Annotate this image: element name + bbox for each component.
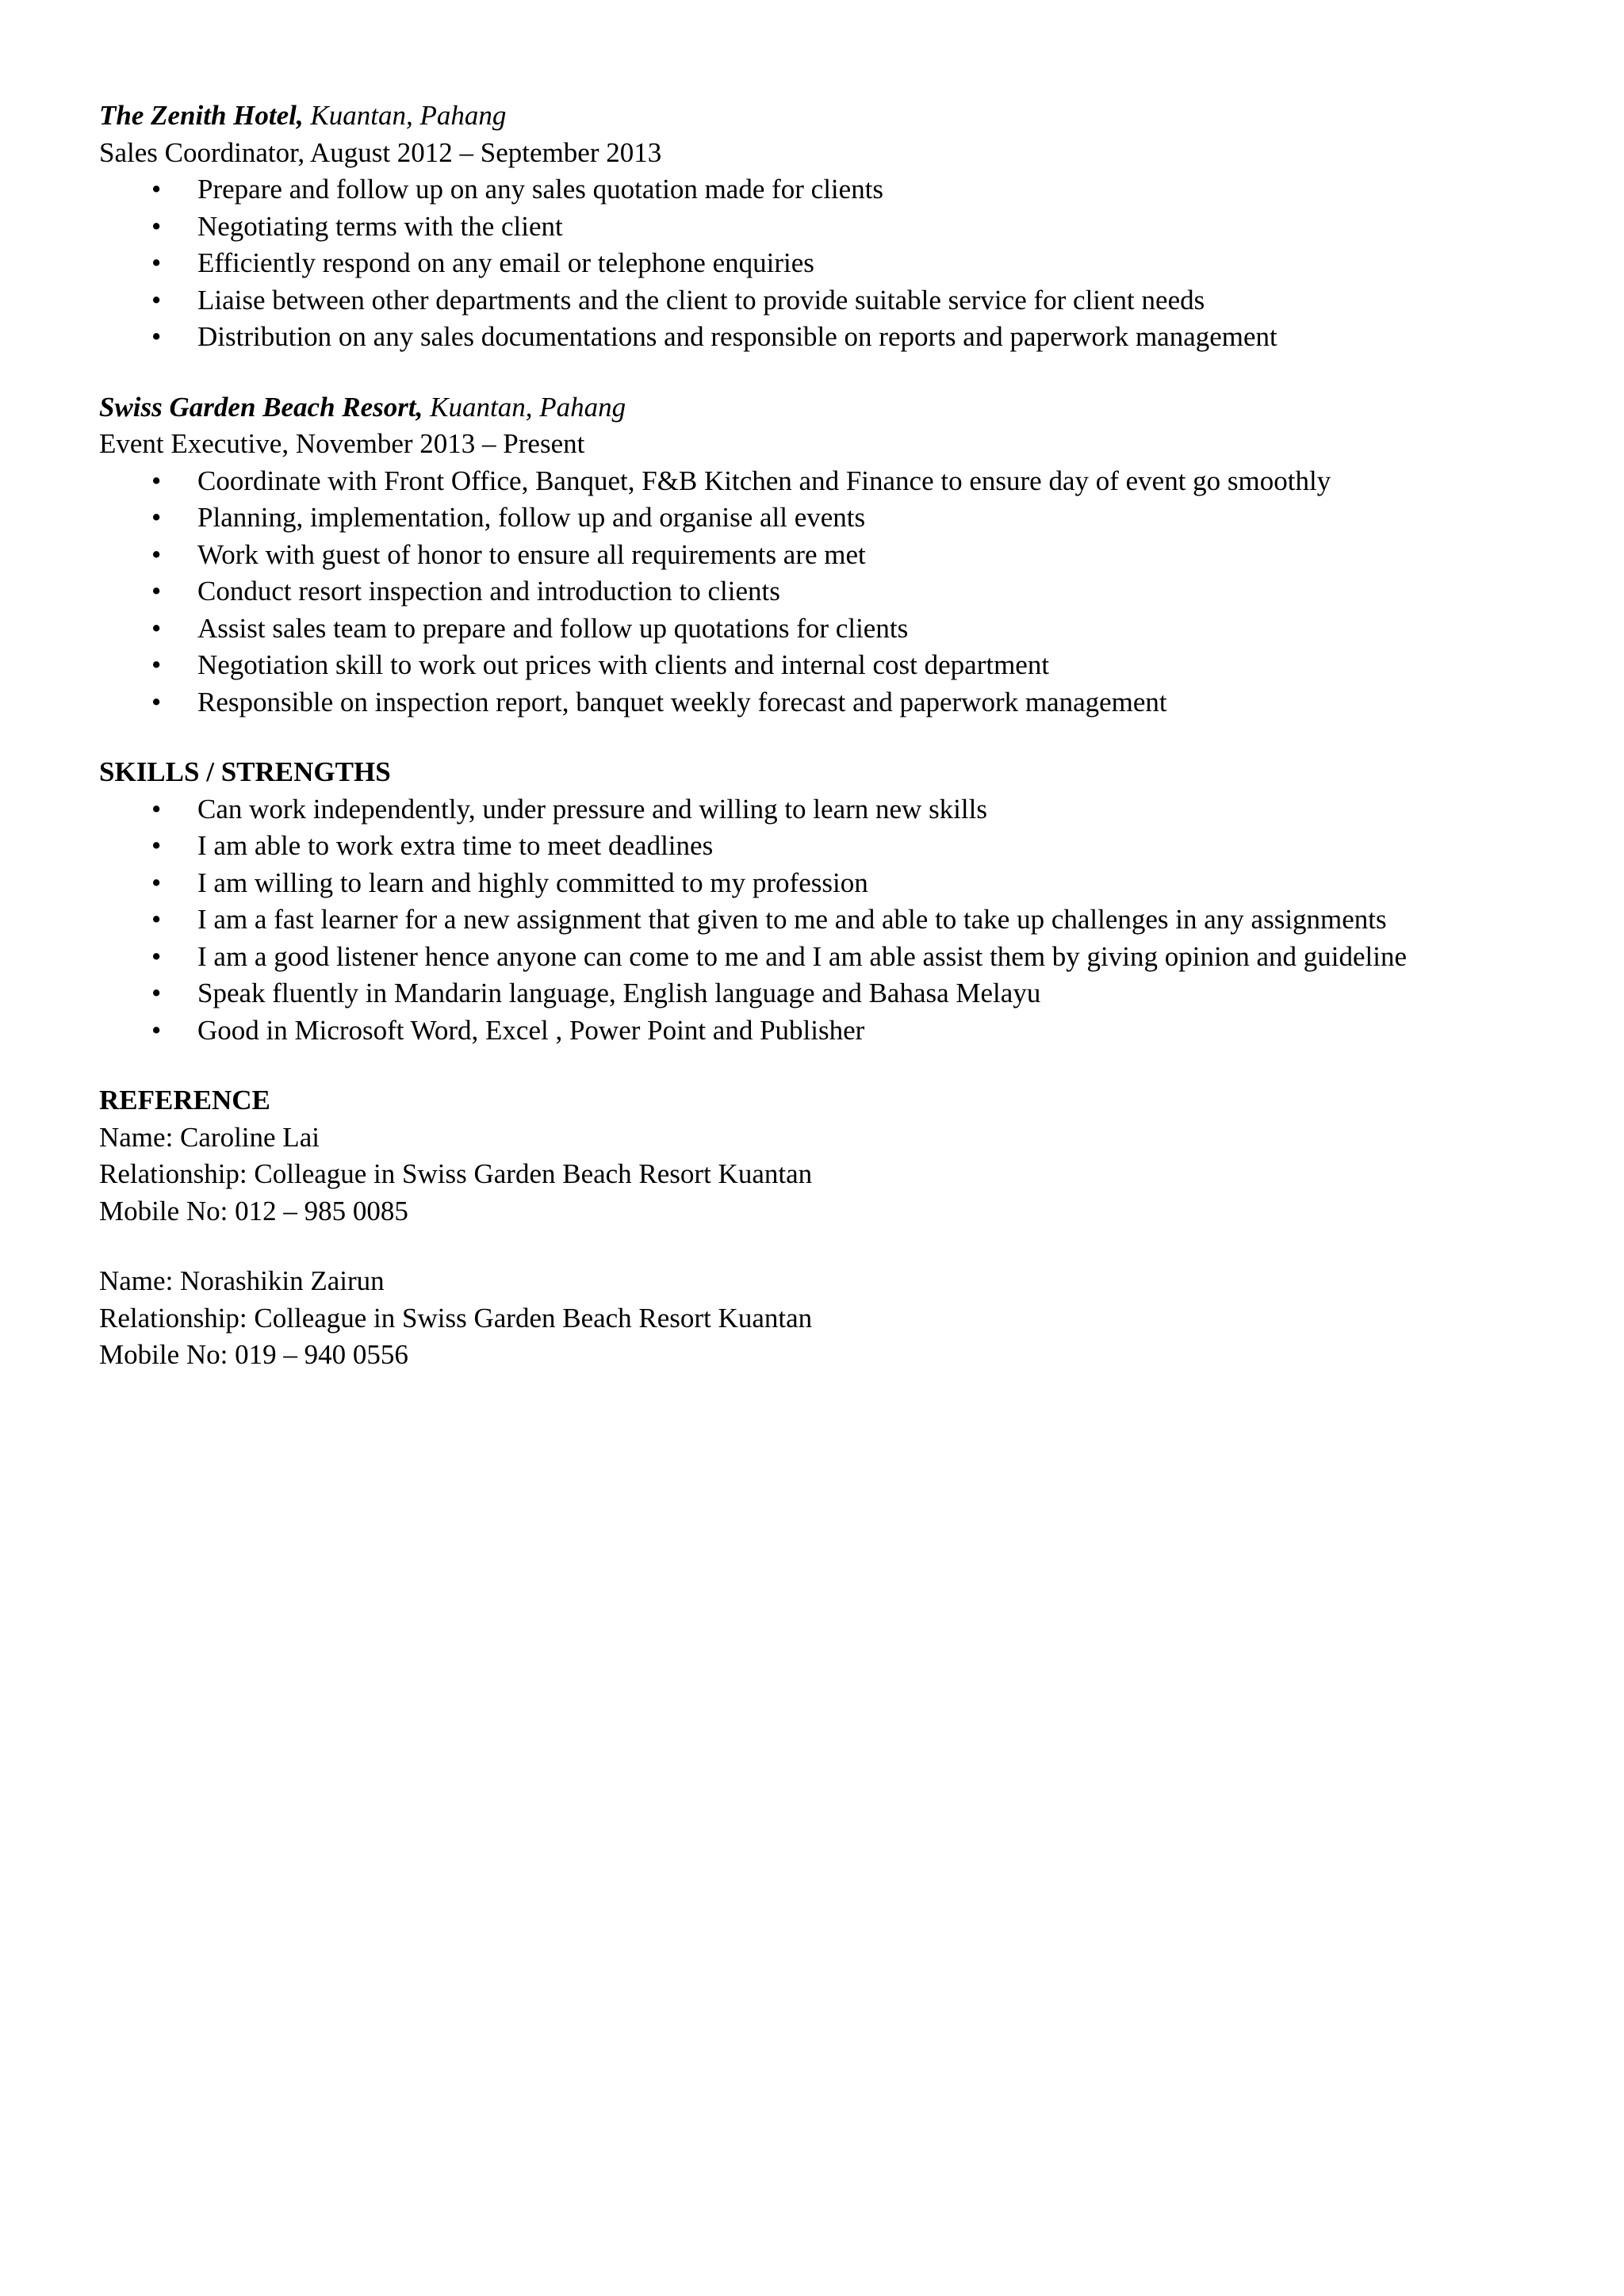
job-duties-list [99, 171, 1574, 356]
bullet-icon: • [151, 538, 162, 570]
skills-section [99, 754, 1574, 1049]
bullet-icon: • [151, 830, 162, 861]
list-item [99, 975, 1574, 1012]
duty-text: Coordinate with Front Office, Banquet, F&B Kitchen and Finance to ensure day of event go smoothly [197, 465, 1331, 496]
job-entry-swiss-garden [99, 389, 1574, 721]
list-item [99, 828, 1574, 865]
list-item [99, 1012, 1574, 1050]
bullet-icon: • [151, 904, 162, 935]
duty-text: Prepare and follow up on any sales quotation made for clients [197, 174, 884, 205]
skill-text: Speak fluently in Mandarin language, English language and Bahasa Melayu [197, 978, 1041, 1008]
bullet-icon: • [151, 649, 162, 680]
bullet-icon: • [151, 793, 162, 825]
list-item [99, 282, 1574, 320]
bullet-icon: • [151, 1014, 162, 1046]
employer-location: Kuantan, Pahang [310, 100, 507, 131]
duty-text: Work with guest of honor to ensure all requirements are met [197, 538, 866, 570]
skill-text: I am a good listener hence anyone can come to me and I am able assist them by giving opinion and guideline [197, 940, 1407, 972]
bullet-icon: • [151, 686, 162, 718]
bullet-icon: • [151, 321, 162, 352]
reference-section [99, 1082, 1574, 1374]
skill-text: I am a fast learner for a new assignment that given to me and able to take up challenges in any assignments [197, 904, 1387, 935]
reference-relationship: Relationship: Colleague in Swiss Garden Beach Resort Kuantan [99, 1302, 813, 1334]
reference-relationship: Relationship: Colleague in Swiss Garden Beach Resort Kuantan [99, 1158, 813, 1189]
duty-text: Planning, implementation, follow up and organise all events [197, 502, 866, 533]
duty-text: Responsible on inspection report, banquet weekly forecast and paperwork management [197, 686, 1167, 718]
bullet-icon: • [151, 284, 162, 316]
bullet-icon: • [151, 978, 162, 1008]
bullet-icon: • [151, 247, 162, 278]
reference-heading: REFERENCE [99, 1085, 270, 1115]
employer-name: Swiss Garden Beach Resort, [99, 391, 423, 423]
skill-text: I am able to work extra time to meet deadlines [197, 830, 714, 861]
list-item [99, 939, 1574, 976]
section-spacer [99, 1049, 1574, 1082]
job-duties-list [99, 463, 1574, 721]
reference-mobile: Mobile No: 019 – 940 0556 [99, 1339, 408, 1370]
list-item [99, 791, 1574, 828]
reference-entry [99, 1263, 1574, 1374]
duty-text: Negotiating terms with the client [197, 210, 563, 242]
list-item [99, 209, 1574, 246]
duty-text: Assist sales team to prepare and follow up quotations for clients [197, 612, 909, 644]
employer-name: The Zenith Hotel, [99, 100, 304, 131]
bullet-icon: • [151, 867, 162, 898]
section-spacer [99, 721, 1574, 754]
reference-name: Name: Caroline Lai [99, 1121, 320, 1153]
list-item [99, 499, 1574, 537]
employer-location: Kuantan, Pahang [430, 391, 626, 423]
section-spacer [99, 356, 1574, 389]
reference-name: Name: Norashikin Zairun [99, 1265, 385, 1296]
job-header [99, 98, 1574, 135]
list-item [99, 647, 1574, 684]
bullet-icon: • [151, 210, 162, 242]
skills-list [99, 791, 1574, 1050]
job-header [99, 389, 1574, 427]
list-item [99, 245, 1574, 282]
duty-text: Efficiently respond on any email or telephone enquiries [197, 247, 814, 278]
bullet-icon: • [151, 174, 162, 205]
skill-text: Good in Microsoft Word, Excel , Power Point and Publisher [197, 1014, 865, 1046]
list-item [99, 901, 1574, 939]
bullet-icon: • [151, 576, 162, 607]
skill-text: Can work independently, under pressure and willing to learn new skills [197, 793, 987, 825]
reference-entry [99, 1119, 1574, 1230]
list-item [99, 865, 1574, 902]
duty-text: Conduct resort inspection and introduction to clients [197, 576, 780, 607]
list-item [99, 171, 1574, 209]
job-position: Event Executive, November 2013 – Present [99, 428, 585, 459]
list-item [99, 684, 1574, 721]
duty-text: Distribution on any sales documentations and responsible on reports and paperwork management [197, 321, 1277, 352]
bullet-icon: • [151, 940, 162, 972]
bullet-icon: • [151, 612, 162, 644]
bullet-icon: • [151, 502, 162, 533]
bullet-icon: • [151, 465, 162, 496]
job-entry-zenith [99, 98, 1574, 356]
list-item [99, 610, 1574, 648]
section-spacer [99, 1230, 1574, 1263]
job-position: Sales Coordinator, August 2012 – September 2013 [99, 136, 662, 168]
duty-text: Negotiation skill to work out prices with clients and internal cost department [197, 649, 1050, 680]
list-item [99, 573, 1574, 610]
duty-text: Liaise between other departments and the client to provide suitable service for client needs [197, 284, 1205, 316]
reference-mobile: Mobile No: 012 – 985 0085 [99, 1195, 408, 1226]
list-item [99, 463, 1574, 500]
resume-page [99, 98, 1574, 1374]
skills-heading: SKILLS / STRENGTHS [99, 756, 391, 787]
list-item [99, 319, 1574, 356]
list-item [99, 537, 1574, 574]
skill-text: I am willing to learn and highly committed to my profession [197, 867, 868, 898]
